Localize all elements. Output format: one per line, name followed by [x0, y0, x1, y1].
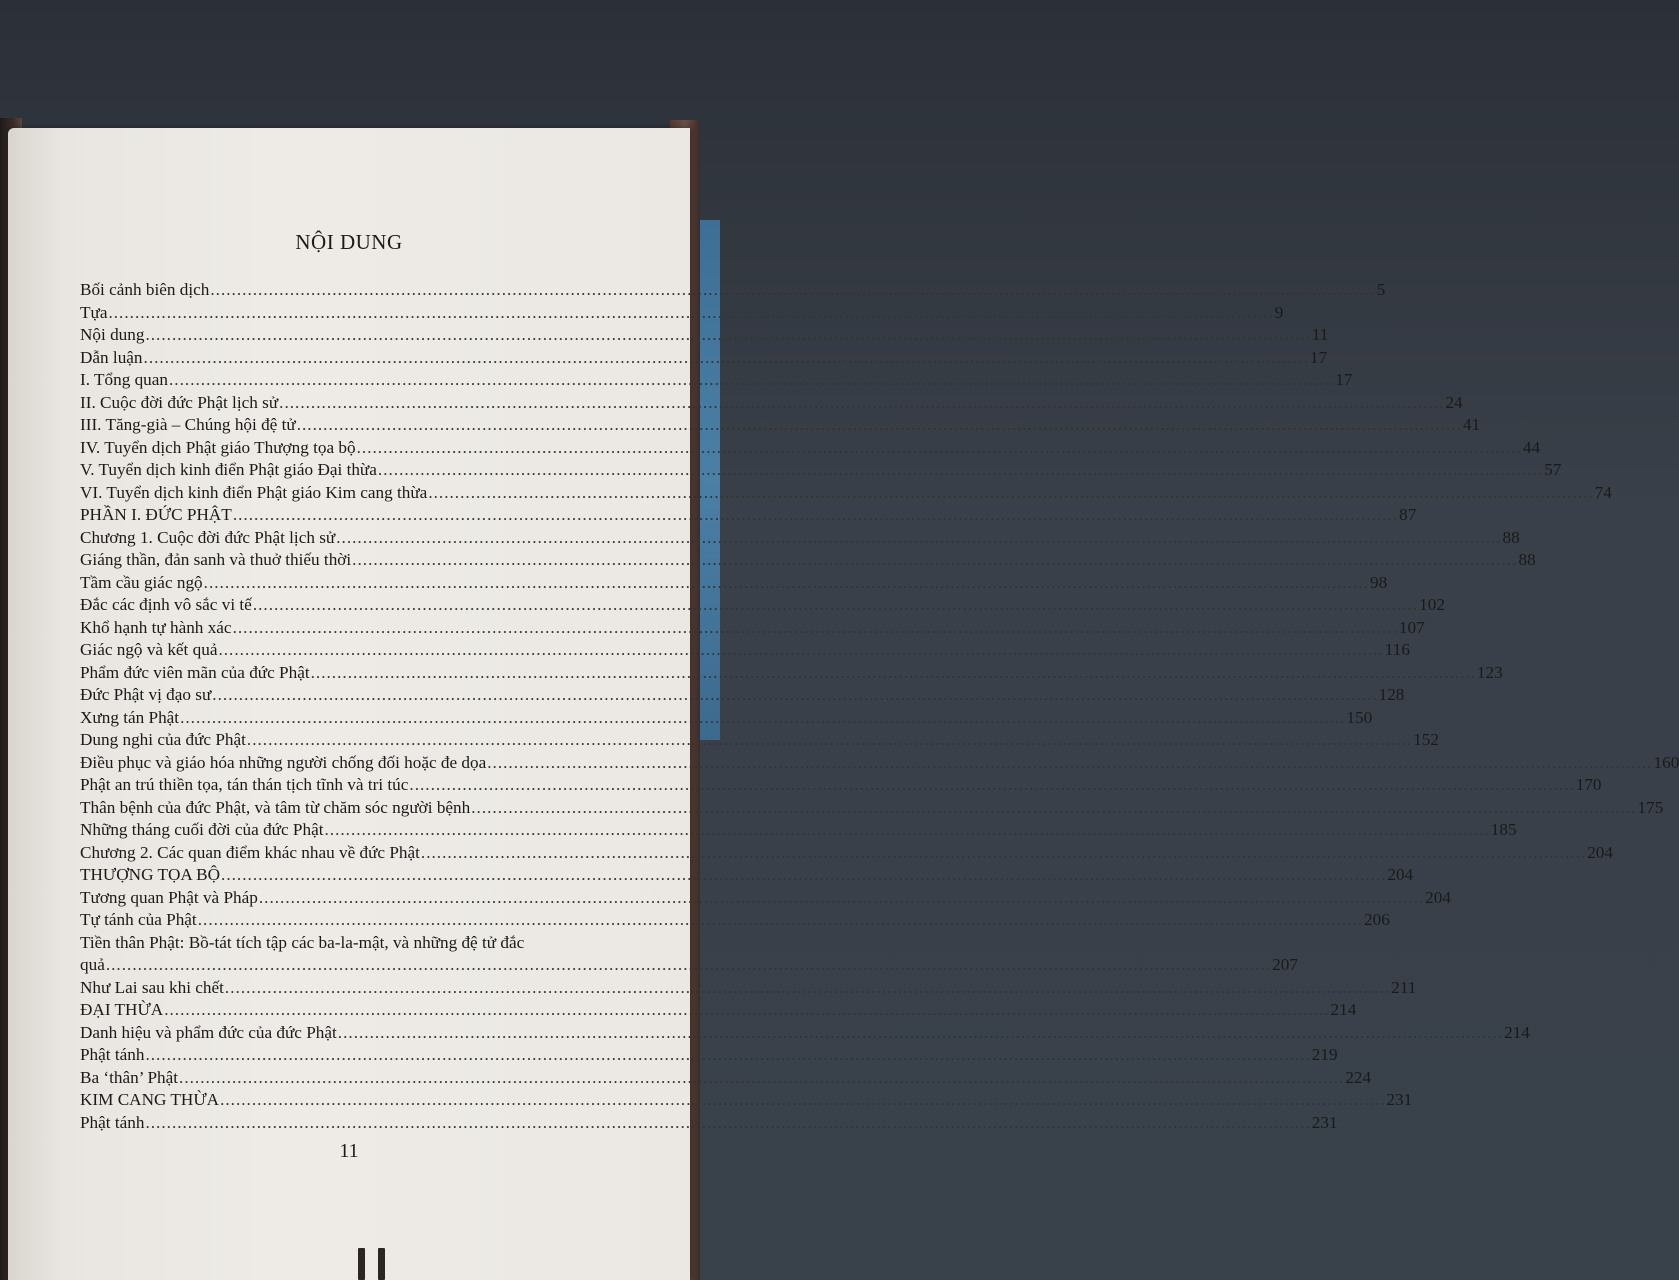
- toc-entry-title: Giác ngộ và kết quả: [80, 640, 218, 660]
- toc-entry-title: quả: [80, 955, 105, 975]
- page-title: NỘI DUNG: [295, 230, 403, 254]
- dot-leader: ............................................................................................................................................................................................................................: [420, 842, 1587, 862]
- toc-entry: [80, 749, 1679, 772]
- toc-entry: [80, 1109, 1338, 1132]
- toc-entry: [80, 614, 1425, 637]
- dot-leader: ............................................................................................................................................................................................................................: [296, 415, 1462, 435]
- toc-entry: [80, 479, 1612, 502]
- toc-entry-page: 204: [1387, 865, 1414, 885]
- toc-entry-page: 9: [1274, 302, 1284, 322]
- dot-leader: ............................................................................................................................................................................................................................: [197, 910, 1364, 930]
- toc-entry-page: 74: [1594, 482, 1612, 502]
- page-number: 11: [339, 1140, 359, 1162]
- toc-entry: [80, 411, 1481, 435]
- toc-entry: [80, 344, 1328, 367]
- toc-entry: [80, 704, 1373, 727]
- toc-entry: [80, 861, 1414, 885]
- toc-entry-title: ĐẠI THỪA: [80, 1000, 164, 1020]
- dot-leader: ............................................................................................................................................................................................................................: [220, 1090, 1386, 1110]
- toc-entry: [80, 906, 1390, 930]
- toc-entry-page: 206: [1364, 910, 1390, 930]
- toc-entry-title: Chương 1. Cuộc đời đức Phật lịch sử: [80, 527, 336, 547]
- toc-entry-title: KIM CANG THỪA: [80, 1090, 220, 1110]
- toc-entry: [80, 884, 1451, 907]
- bookmark-ribbon: [358, 1248, 365, 1280]
- toc-entry-page: 87: [1399, 505, 1417, 525]
- toc-entry-title: Tầm cầu giác ngộ: [80, 572, 203, 592]
- toc-entry-page: 231: [1386, 1090, 1413, 1110]
- dot-leader: ............................................................................................................................................................................................................................: [377, 460, 1544, 480]
- toc-entry: [80, 636, 1410, 660]
- toc-entry-page: 44: [1522, 437, 1541, 457]
- toc-entry-title: Xưng tán Phật: [80, 707, 180, 727]
- toc-entry-title: Phẩm đức viên mãn của đức Phật: [80, 662, 310, 682]
- dot-leader: ............................................................................................................................................................................................................................: [356, 437, 1522, 457]
- dot-leader: ............................................................................................................................................................................................................................: [218, 640, 1384, 660]
- toc-entry: [80, 321, 1329, 345]
- dot-leader: ............................................................................................................................................................................................................................: [279, 392, 1445, 412]
- dot-leader: ............................................................................................................................................................................................................................: [252, 595, 1419, 615]
- toc-entry: [80, 681, 1405, 705]
- toc-entry-page: 107: [1398, 617, 1425, 637]
- toc-entry-title: Điều phục và giáo hóa những người chống đối hoặc đe dọa: [80, 752, 487, 772]
- toc-entry: [80, 951, 1298, 975]
- dot-leader: ............................................................................................................................................................................................................................: [310, 662, 1476, 682]
- toc-entry-title: Những tháng cuối đời của đức Phật: [80, 820, 324, 840]
- toc-entry-page: 207: [1272, 955, 1298, 975]
- toc-entry-page: 88: [1518, 550, 1536, 570]
- toc-entry-title: VI. Tuyển dịch kinh điển Phật giáo Kim cang thừa: [80, 482, 428, 502]
- toc-entry-title: Thân bệnh của đức Phật, và tâm từ chăm sóc người bệnh: [80, 797, 471, 817]
- toc-entry-title: Giáng thần, đản sanh và thuở thiếu thời: [80, 550, 352, 570]
- toc-entry: [80, 591, 1445, 615]
- toc-entry-page: 102: [1419, 595, 1445, 615]
- toc-entry: [80, 929, 632, 952]
- dot-leader: ............................................................................................................................................................................................................................: [164, 1000, 1330, 1020]
- toc-entry-title: Ba ‘thân’ Phật: [80, 1067, 179, 1087]
- toc-entry-page: 5: [1376, 280, 1386, 300]
- dot-leader: ............................................................................................................................................................................................................................: [180, 707, 1346, 727]
- toc-entry-title: Bối cảnh biên dịch: [80, 280, 210, 300]
- dot-leader: ............................................................................................................................................................................................................................: [145, 1045, 1311, 1065]
- toc-entry-title: Tiền thân Phật: Bồ-tát tích tập các ba-la-mật, và những đệ tử đắc: [80, 932, 525, 952]
- toc-entry-title: Dẫn luận: [80, 347, 143, 367]
- toc-entry-page: 17: [1335, 370, 1353, 390]
- toc-entry: [80, 1019, 1530, 1042]
- toc-entry-page: 214: [1330, 1000, 1357, 1020]
- toc-entry-title: Đắc các định vô sắc vi tế: [80, 595, 252, 615]
- dot-leader: ............................................................................................................................................................................................................................: [324, 820, 1490, 840]
- dot-leader: ............................................................................................................................................................................................................................: [179, 1067, 1345, 1087]
- toc-entry: [80, 366, 1353, 390]
- dot-leader: ............................................................................................................................................................................................................................: [258, 887, 1425, 907]
- toc-entry: [80, 974, 1417, 997]
- dot-leader: ............................................................................................................................................................................................................................: [212, 685, 1378, 705]
- toc-entry-page: 170: [1575, 775, 1602, 795]
- dot-leader: ............................................................................................................................................................................................................................: [221, 865, 1387, 885]
- toc-entry-page: 128: [1378, 685, 1405, 705]
- dot-leader: ............................................................................................................................................................................................................................: [145, 1112, 1311, 1132]
- dot-leader: ............................................................................................................................................................................................................................: [105, 955, 1272, 975]
- toc-entry-title: Phật an trú thiền tọa, tán thán tịch tĩnh và tri túc: [80, 775, 409, 795]
- toc-entry-title: Nội dung: [80, 325, 145, 345]
- toc-entry-page: 204: [1587, 842, 1613, 862]
- toc-entry-title: Đức Phật vị đạo sư: [80, 685, 212, 705]
- toc-entry-page: 98: [1369, 572, 1388, 592]
- toc-entry: [80, 501, 1417, 525]
- toc-entry: [80, 1064, 1372, 1087]
- toc-entry-page: 57: [1544, 460, 1562, 480]
- toc-entry-title: THƯỢNG TỌA BỘ: [80, 865, 221, 885]
- book-page: [8, 128, 1679, 1280]
- dot-leader: ............................................................................................................................................................................................................................: [108, 302, 1274, 322]
- dot-leader: ............................................................................................................................................................................................................................: [471, 797, 1637, 817]
- toc-entry: [80, 771, 1602, 795]
- toc-entry-page: 11: [1311, 325, 1329, 345]
- toc-entry-page: 211: [1391, 977, 1417, 997]
- toc-entry-page: 152: [1413, 730, 1439, 750]
- dot-leader: ............................................................................................................................................................................................................................: [224, 977, 1391, 997]
- toc-entry-title: IV. Tuyển dịch Phật giáo Thượng tọa bộ: [80, 437, 356, 457]
- toc-entry: [80, 1041, 1338, 1065]
- toc-entry: [80, 299, 1284, 322]
- dot-leader: ............................................................................................................................................................................................................................: [145, 325, 1311, 345]
- dot-leader: ............................................................................................................................................................................................................................: [409, 775, 1575, 795]
- dot-leader: ............................................................................................................................................................................................................................: [169, 370, 1335, 390]
- toc-entry: [80, 569, 1388, 592]
- dot-leader: ............................................................................................................................................................................................................................: [487, 752, 1653, 772]
- toc-entry: [80, 276, 1386, 300]
- toc-entry-title: Khổ hạnh tự hành xác: [80, 617, 232, 637]
- toc-entry: [80, 659, 1503, 682]
- dot-leader: ............................................................................................................................................................................................................................: [203, 572, 1369, 592]
- toc-entry-title: III. Tăng-già – Chúng hội đệ tử: [80, 415, 296, 435]
- toc-entry-page: 160: [1653, 752, 1679, 772]
- toc-entry-title: II. Cuộc đời đức Phật lịch sử: [80, 392, 279, 412]
- toc-entry: [80, 726, 1439, 750]
- toc-entry-page: 88: [1502, 527, 1520, 547]
- toc-entry-page: 224: [1345, 1067, 1372, 1087]
- toc-entry: [80, 816, 1517, 840]
- toc-entry-title: Như Lai sau khi chết: [80, 977, 224, 997]
- toc-entry: [80, 456, 1562, 480]
- toc-entry-title: Danh hiệu và phẩm đức của đức Phật: [80, 1022, 337, 1042]
- dot-leader: ............................................................................................................................................................................................................................: [336, 527, 1502, 547]
- toc-entry-title: Chương 2. Các quan điểm khác nhau về đức Phật: [80, 842, 420, 862]
- toc-entry: [80, 524, 1520, 547]
- toc-entry: [80, 1086, 1413, 1110]
- toc-entry-page: 24: [1445, 392, 1463, 412]
- toc-entry-title: I. Tổng quan: [80, 370, 168, 390]
- toc-entry-page: 219: [1311, 1045, 1338, 1065]
- dot-leader: ............................................................................................................................................................................................................................: [246, 730, 1413, 750]
- toc-entry-page: 185: [1490, 820, 1517, 840]
- toc-entry: [80, 389, 1463, 412]
- table-of-contents: [80, 276, 1679, 1132]
- dot-leader: ............................................................................................................................................................................................................................: [232, 617, 1398, 637]
- toc-entry-page: 41: [1463, 415, 1481, 435]
- toc-entry-title: Tựa: [80, 302, 108, 322]
- toc-entry-page: 204: [1425, 887, 1451, 907]
- toc-entry-title: Tự tánh của Phật: [80, 910, 197, 930]
- dot-leader: ............................................................................................................................................................................................................................: [210, 280, 1376, 300]
- dot-leader: ............................................................................................................................................................................................................................: [143, 347, 1309, 367]
- toc-entry-page: 116: [1384, 640, 1410, 660]
- toc-entry-title: Phật tánh: [80, 1112, 145, 1132]
- toc-entry: [80, 839, 1613, 862]
- toc-entry-page: 231: [1311, 1112, 1338, 1132]
- toc-entry-page: 123: [1476, 662, 1503, 682]
- toc-entry-page: 150: [1346, 707, 1373, 727]
- toc-entry-title: Phật tánh: [80, 1045, 145, 1065]
- toc-entry-page: 17: [1309, 347, 1328, 367]
- toc-entry: [80, 794, 1664, 817]
- bookmark-ribbon: [378, 1248, 385, 1280]
- toc-entry-title: PHẦN I. ĐỨC PHẬT: [80, 505, 232, 525]
- toc-entry: [80, 546, 1536, 570]
- toc-entry-page: 214: [1504, 1022, 1530, 1042]
- toc-entry-title: Tương quan Phật và Pháp: [80, 887, 258, 907]
- toc-entry-page: 175: [1637, 797, 1664, 817]
- dot-leader: ............................................................................................................................................................................................................................: [428, 482, 1594, 502]
- toc-entry-title: V. Tuyển dịch kinh điển Phật giáo Đại thừa: [80, 460, 377, 480]
- toc-entry: [80, 434, 1541, 457]
- dot-leader: ............................................................................................................................................................................................................................: [337, 1022, 1504, 1042]
- dot-leader: ............................................................................................................................................................................................................................: [232, 505, 1399, 525]
- toc-entry-title: Dung nghi của đức Phật: [80, 730, 246, 750]
- toc-entry: [80, 996, 1357, 1020]
- dot-leader: ............................................................................................................................................................................................................................: [352, 550, 1518, 570]
